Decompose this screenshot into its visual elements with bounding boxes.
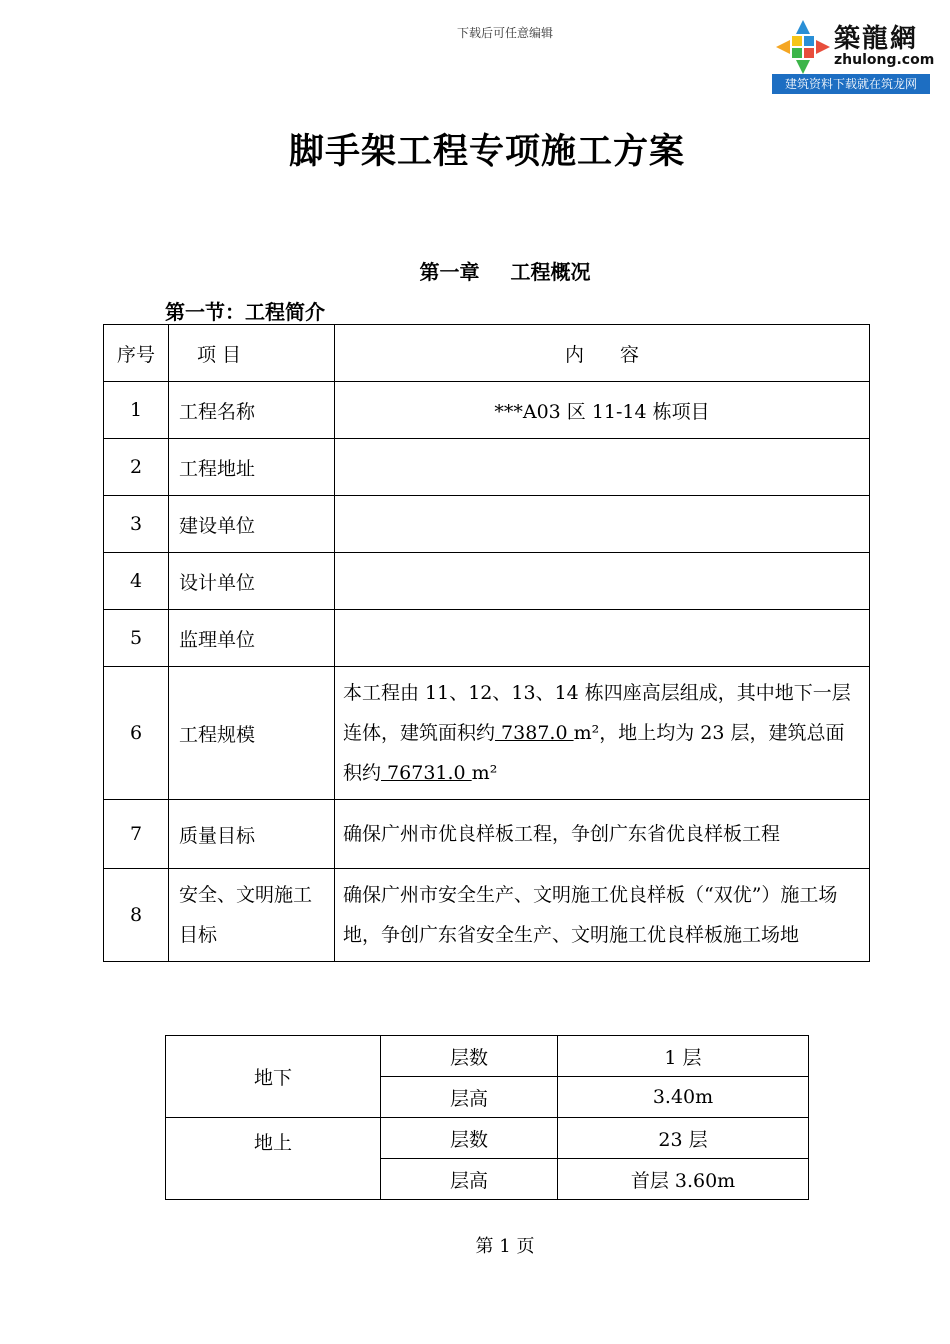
table-row [104, 439, 870, 496]
row-no: 2 [104, 439, 169, 496]
header-item: 项 目 [169, 325, 335, 382]
row-no: 4 [104, 553, 169, 610]
table-row [104, 667, 870, 800]
row-item: 工程地址 [169, 439, 335, 496]
underground-floors-value: 1 层 [558, 1036, 809, 1077]
row-content [335, 610, 870, 667]
aboveground-floors-label: 层数 [381, 1118, 558, 1159]
row-content: 确保广州市安全生产、文明施工优良样板（“双优”）施工场地，争创广东省安全生产、文明施工优良样板施工场地 [335, 869, 870, 962]
row-content: 确保广州市优良样板工程，争创广东省优良样板工程 [335, 800, 870, 869]
table-row [104, 869, 870, 962]
section-heading: 第一节：工程简介 [165, 300, 325, 324]
row-no: 3 [104, 496, 169, 553]
table-row [104, 496, 870, 553]
row-no: 7 [104, 800, 169, 869]
table-row [104, 382, 870, 439]
row-content [335, 553, 870, 610]
project-info-table [103, 324, 870, 962]
logo-mark-icon [774, 18, 832, 76]
chapter-heading: 第一章 工程概况 [419, 260, 591, 284]
table-row [104, 800, 870, 869]
aboveground-floors-value: 23 层 [558, 1118, 809, 1159]
row-content-scale [335, 667, 870, 800]
logo-tagline: 建筑资料下载就在筑龙网 [772, 74, 930, 94]
table-row [166, 1118, 809, 1159]
header-note: 下载后可任意编辑 [456, 26, 553, 40]
underground-floors-label: 层数 [381, 1036, 558, 1077]
underground-height-label: 层高 [381, 1077, 558, 1118]
page-number: 第 1 页 [475, 1236, 535, 1257]
aboveground-height-value: 首层 3.60m [558, 1159, 809, 1200]
document-title: 脚手架工程专项施工方案 [288, 132, 685, 172]
row-no: 6 [104, 667, 169, 800]
header-content: 内 容 [335, 325, 870, 382]
underground-height-value: 3.40m [558, 1077, 809, 1118]
scale-text-c: m² [471, 762, 498, 784]
header-no: 序号 [104, 325, 169, 382]
row-item: 安全、文明施工目标 [169, 869, 335, 962]
row-item: 设计单位 [169, 553, 335, 610]
table-row [104, 610, 870, 667]
row-content: ***A03 区 11-14 栋项目 [335, 382, 870, 439]
row-no: 5 [104, 610, 169, 667]
underground-label: 地下 [166, 1036, 381, 1118]
row-content [335, 439, 870, 496]
table-header-row [104, 325, 870, 382]
scale-text-b: m²，地上均为 23 层，建筑总面积约 [343, 722, 845, 784]
table-row [104, 553, 870, 610]
row-no: 1 [104, 382, 169, 439]
total-area-value: 76731.0 [381, 762, 472, 784]
row-no: 8 [104, 869, 169, 962]
scale-text-a: 本工程由 11、12、13、14 栋四座高层组成，其中地下一层连体，建筑面积约 [343, 682, 851, 744]
logo-chinese-name: 築龍網 [834, 24, 919, 54]
floor-info-table [165, 1035, 809, 1200]
aboveground-label: 地上 [166, 1118, 381, 1200]
aboveground-height-label: 层高 [381, 1159, 558, 1200]
row-content [335, 496, 870, 553]
row-item: 质量目标 [169, 800, 335, 869]
row-item: 建设单位 [169, 496, 335, 553]
row-item: 工程规模 [169, 667, 335, 800]
zhulong-logo [770, 14, 935, 94]
logo-domain: zhulong.com [834, 52, 935, 68]
row-item: 监理单位 [169, 610, 335, 667]
row-item: 工程名称 [169, 382, 335, 439]
underground-area-value: 7387.0 [495, 722, 574, 744]
table-row [166, 1036, 809, 1077]
